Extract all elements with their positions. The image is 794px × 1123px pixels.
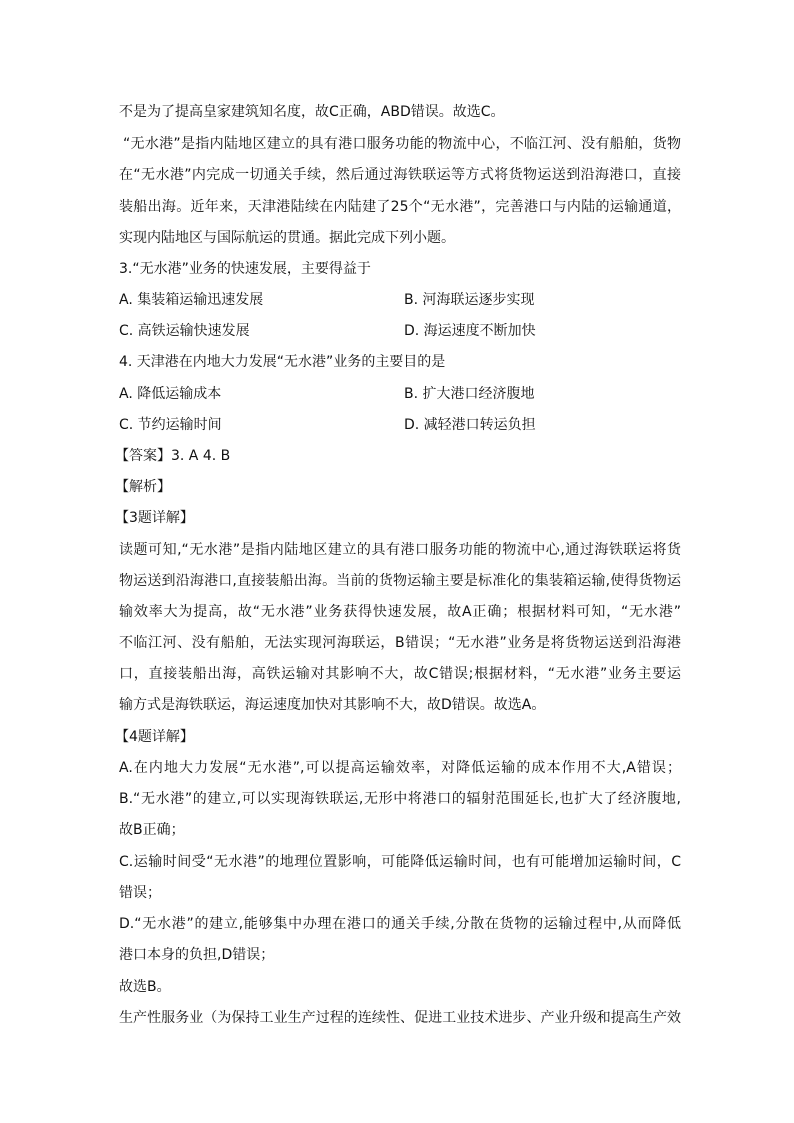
q4-detail-line: B.“无水港”的建立,可以实现海铁联运,无形中将港口的辐射范围延长,也扩大了经济腹地,: [119, 791, 681, 807]
q4-detail-line: 港口本身的负担,D错误；: [119, 947, 275, 963]
q4-detail-line: 错误；: [119, 885, 161, 901]
text-line: “无水港”是指内陆地区建立的具有港口服务功能的物流中心，不临江河、没有船舶，货物: [123, 136, 681, 152]
q3-detail-line: 读题可知,“无水港”是指内陆地区建立的具有港口服务功能的物流中心,通过海铁联运将货: [119, 542, 681, 558]
question-4-option-d: D. 减轻港口转运负担: [404, 417, 536, 433]
question-4-option-a: A. 降低运输成本: [119, 386, 222, 402]
q3-detail-line: 口，直接装船出海，高铁运输对其影响不大，故C错误;根据材料，“无水港”业务主要运: [119, 666, 681, 682]
answer-line: 【答案】3. A 4. B: [115, 448, 231, 464]
question-3-option-a: A. 集装箱运输迅速发展: [119, 292, 264, 308]
q3-detail-line: 输方式是海铁联运，海运速度加快对其影响不大，故D错误。故选A。: [119, 697, 546, 713]
text-line: 实现内陆地区与国际航运的贯通。据此完成下列小题。: [119, 230, 455, 246]
text-line: 生产性服务业（为保持工业生产过程的连续性、促进工业技术进步、产业升级和提高生产效: [119, 1010, 681, 1026]
text-line: 不是为了提高皇家建筑知名度，故C正确，ABD错误。故选C。: [119, 104, 505, 120]
text-line: 装船出海。近年来，天津港陆续在内陆建了25个“无水港”，完善港口与内陆的运输通道，: [119, 199, 681, 215]
q3-detail-line: 输效率大为提高，故“无水港”业务获得快速发展，故A正确；根据材料可知，“无水港”: [119, 604, 681, 620]
q4-detail-line: A.在内地大力发展“无水港”,可以提高运输效率，对降低运输的成本作用不大,A错误；: [119, 760, 681, 776]
q4-detail-line: 故B正确；: [119, 822, 185, 838]
question-3-option-d: D. 海运速度不断加快: [404, 323, 536, 339]
q4-detail-line: C.运输时间受“无水港”的地理位置影响，可能降低运输时间，也有可能增加运输时间，C: [119, 854, 681, 870]
question-4-option-b: B. 扩大港口经济腹地: [404, 386, 535, 402]
question-4-option-c: C. 节约运输时间: [119, 417, 222, 433]
question-3-option-b: B. 河海联运逐步实现: [404, 292, 535, 308]
text-line: 在“无水港”内完成一切通关手续，然后通过海铁联运等方式将货物运送到沿海港口，直接: [119, 167, 681, 183]
question-3-option-c: C. 高铁运输快速发展: [119, 323, 250, 339]
q3-detail-line: 不临江河、没有船舶，无法实现河海联运，B错误；“无水港”业务是将货物运送到沿海港: [119, 635, 681, 651]
analysis-heading: 【解析】: [115, 479, 171, 495]
q4-detail-line: 故选B。: [119, 979, 171, 995]
q4-detail-line: D.“无水港”的建立,能够集中办理在港口的通关手续,分散在货物的运输过程中,从而降低: [119, 916, 681, 932]
question-4-stem: 4. 天津港在内地大力发展“无水港”业务的主要目的是: [119, 354, 446, 370]
q3-detail-line: 物运送到沿海港口,直接装船出海。当前的货物运输主要是标准化的集装箱运输,使得货物运: [119, 573, 681, 589]
q4-detail-heading: 【4题详解】: [115, 729, 194, 745]
q3-detail-heading: 【3题详解】: [115, 510, 194, 526]
question-3-stem: 3.“无水港”业务的快速发展，主要得益于: [119, 261, 371, 277]
